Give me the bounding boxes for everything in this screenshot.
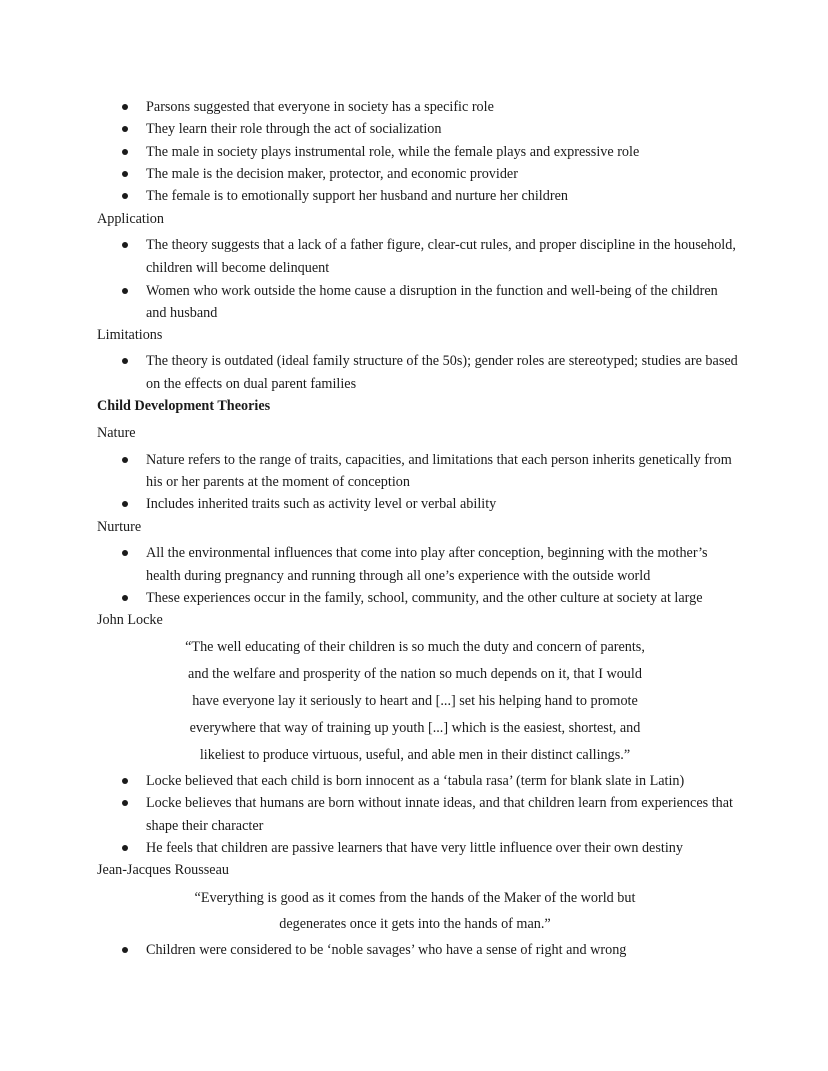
nurture-heading: Nurture (97, 519, 142, 535)
block-quote-line: everywhere that way of training up youth [...] which is the easiest, shortest, and (189, 720, 641, 736)
section-heading: Child Development Theories (97, 398, 271, 414)
list-item: Nature refers to the range of traits, capacities, and limitations that each person inherits genetically from (146, 452, 732, 468)
list-item: He feels that children are passive learners that have very little influence over their own destiny (146, 840, 683, 856)
list-item-continuation: on the effects on dual parent families (146, 376, 357, 392)
list-item: All the environmental influences that come into play after conception, beginning with the mother’s (146, 545, 708, 561)
bullet-marker (122, 193, 128, 199)
block-quote-line: and the welfare and prosperity of the nation so much depends on it, that I would (188, 666, 642, 682)
list-item: Parsons suggested that everyone in society has a specific role (146, 99, 494, 115)
bullet-marker (122, 171, 128, 177)
list-item: Locke believed that each child is born innocent as a ‘tabula rasa’ (term for blank slate in Latin) (146, 773, 685, 789)
bullet-marker (122, 501, 128, 507)
block-quote-line: “Everything is good as it comes from the hands of the Maker of the world but (194, 890, 636, 906)
bullet-marker (122, 845, 128, 851)
bullet-marker (122, 242, 128, 248)
application-heading: Application (97, 211, 164, 227)
list-item: Includes inherited traits such as activity level or verbal ability (146, 496, 497, 512)
block-quote-line: have everyone lay it seriously to heart and [...] set his helping hand to promote (192, 693, 638, 709)
nature-heading: Nature (97, 425, 136, 441)
list-item-continuation: his or her parents at the moment of conception (146, 474, 410, 490)
list-item: They learn their role through the act of socialization (146, 121, 442, 137)
bullet-marker (122, 104, 128, 110)
bullet-marker (122, 778, 128, 784)
bullet-marker (122, 126, 128, 132)
list-item: The male in society plays instrumental role, while the female plays and expressive role (146, 144, 640, 160)
bullet-marker (122, 288, 128, 294)
list-item-continuation: health during pregnancy and running through all one’s experience with the outside world (146, 568, 651, 584)
list-item: These experiences occur in the family, school, community, and the other culture at society at large (146, 590, 703, 606)
bullet-marker (122, 149, 128, 155)
list-item: The female is to emotionally support her husband and nurture her children (146, 188, 568, 204)
block-quote-line: degenerates once it gets into the hands of man.” (279, 916, 551, 932)
bullet-marker (122, 800, 128, 806)
list-item: Women who work outside the home cause a disruption in the function and well-being of the children (146, 283, 718, 299)
bullet-marker (122, 550, 128, 556)
block-quote-line: likeliest to produce virtuous, useful, and able men in their distinct callings.” (199, 747, 631, 763)
list-item-continuation: shape their character (146, 818, 264, 834)
bullet-marker (122, 947, 128, 953)
locke-heading: John Locke (97, 612, 163, 628)
list-item-continuation: children will become delinquent (146, 260, 330, 276)
bullet-marker (122, 595, 128, 601)
bullet-marker (122, 358, 128, 364)
block-quote-line: “The well educating of their children is so much the duty and concern of parents, (185, 639, 645, 655)
list-item: The theory is outdated (ideal family structure of the 50s); gender roles are stereotyped; studies are based (146, 353, 738, 369)
list-item-continuation: and husband (146, 305, 218, 321)
list-item: Children were considered to be ‘noble savages’ who have a sense of right and wrong (146, 942, 627, 958)
list-item: Locke believes that humans are born without innate ideas, and that children learn from experiences that (146, 795, 733, 811)
rousseau-heading: Jean-Jacques Rousseau (97, 862, 229, 878)
list-item: The theory suggests that a lack of a father figure, clear-cut rules, and proper discipline in the household, (146, 237, 736, 253)
list-item: The male is the decision maker, protector, and economic provider (146, 166, 518, 182)
bullet-marker (122, 457, 128, 463)
limitations-heading: Limitations (97, 327, 163, 343)
